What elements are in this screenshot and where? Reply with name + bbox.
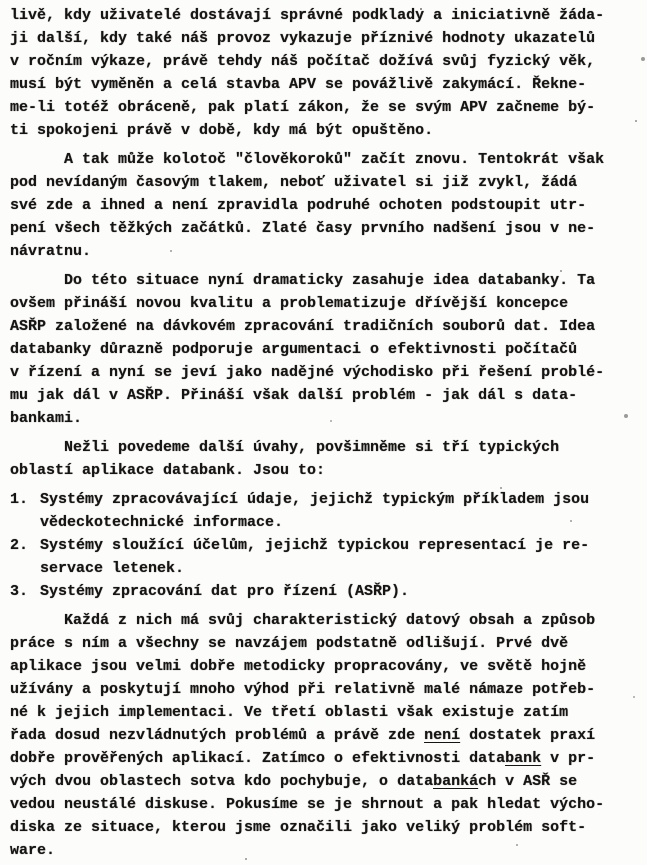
list-marker: 3. bbox=[10, 583, 29, 600]
text-line: Systémy zpracovávající údaje, jejichž typickým příkladem jsou bbox=[40, 491, 590, 508]
text-segment: dobře prověřených aplikací. Zatímco o efektivnosti data bbox=[10, 750, 506, 767]
text-segment: v pr- bbox=[541, 750, 596, 767]
text-line: Do této situace nyní dramaticky zasahuje idea databanky. Ta bbox=[64, 272, 596, 289]
text-line-with-underline bbox=[10, 724, 631, 747]
numbered-list bbox=[10, 488, 631, 603]
list-item-text bbox=[40, 488, 631, 534]
text-segment: ch v ASŘ se bbox=[478, 773, 578, 790]
text-line: servace letenek. bbox=[40, 560, 185, 577]
text-segment: vých dvou oblastech sotva kdo pochybuje, o data bbox=[10, 773, 434, 790]
paragraph-4 bbox=[10, 436, 631, 482]
underlined-word: bank bbox=[505, 750, 542, 767]
text-line: vedou neustálé diskuse. Pokusíme se je shrnout a pak hledat výcho- bbox=[10, 796, 605, 813]
text-line: Každá z nich má svůj charakteristický datový obsah a způsob bbox=[64, 612, 596, 629]
text-line-with-underline bbox=[10, 770, 631, 793]
list-item-text bbox=[40, 580, 631, 603]
text-line: bankami. bbox=[10, 410, 83, 427]
list-marker: 2. bbox=[10, 537, 29, 554]
text-segment: řada dosud nezvládnutých problémů a právě zde bbox=[10, 727, 425, 744]
text-line: livě, kdy uživatelé dostávají správné podklady a iniciativně žáda- bbox=[10, 7, 605, 24]
text-line: né k jejich implementaci. Ve třetí oblasti však existuje zatím bbox=[10, 704, 569, 721]
text-line: me-li totéž obráceně, pak platí zákon, že se svým APV začneme bý- bbox=[10, 99, 596, 116]
paragraph-5 bbox=[10, 609, 631, 862]
text-line: diska ze situace, kterou jsme označili jako veliký problém soft- bbox=[10, 819, 587, 836]
document-text bbox=[10, 4, 631, 862]
text-line: ASŘP založené na dávkovém zpracování tradičních souborů dat. Idea bbox=[10, 318, 596, 335]
text-line: ji další, kdy také náš provoz vykazuje příznivé hodnoty ukazatelů bbox=[10, 30, 596, 47]
text-line: musí být vyměněn a celá stavba APV se povážlivě zakymácí. Řekne- bbox=[10, 76, 587, 93]
text-line: práce s ním a všechny se navzájem podstatně odlišují. Prvé dvě bbox=[10, 635, 569, 652]
text-line: ware. bbox=[10, 842, 56, 859]
text-line: v řízení a nyní se jeví jako nadějné východisko při řešení problé- bbox=[10, 364, 605, 381]
text-line: mu jak dál v ASŘP. Přináší však další problém - jak dál s data- bbox=[10, 387, 578, 404]
paragraph-1 bbox=[10, 4, 631, 142]
list-item bbox=[10, 488, 631, 534]
text-segment: dostatek praxí bbox=[460, 727, 596, 744]
list-marker: 1. bbox=[10, 491, 29, 508]
list-item-text bbox=[40, 534, 631, 580]
paragraph-3 bbox=[10, 269, 631, 430]
paragraph-2 bbox=[10, 148, 631, 263]
text-line: své zde a ihned a není zpravidla podruhé ochoten podstoupit utr- bbox=[10, 197, 587, 214]
text-line: Systémy zpracování dat pro řízení (ASŘP). bbox=[40, 583, 410, 600]
text-line: pení všech těžkých začátků. Zlaté časy prvního nadšení jsou v ne- bbox=[10, 220, 596, 237]
text-line: v ročním výkaze, právě tehdy náš počítač dožívá svůj fyzický věk, bbox=[10, 53, 596, 70]
list-item bbox=[10, 580, 631, 603]
list-item bbox=[10, 534, 631, 580]
text-line: ovšem přináší novou kvalitu a problematizuje dřívější koncepce bbox=[10, 295, 569, 312]
text-line: aplikace jsou velmi dobře metodicky propracovány, ve světě hojně bbox=[10, 658, 587, 675]
text-line: ti spokojeni právě v době, kdy má být opuštěno. bbox=[10, 122, 434, 139]
text-line: užívány a poskytují mnoho výhod při relativně malé námaze potřeb- bbox=[10, 681, 596, 698]
underlined-word: není bbox=[424, 727, 461, 744]
text-line: vědeckotechnické informace. bbox=[40, 514, 284, 531]
text-line: návratnu. bbox=[10, 243, 92, 260]
text-line: pod nevídaným časovým tlakem, neboť uživatel si již zvykl, žádá bbox=[10, 174, 578, 191]
text-line: Nežli povedeme další úvahy, povšimněme si tří typických bbox=[64, 439, 560, 456]
text-line: Systémy sloužící účelům, jejichž typickou representací je re- bbox=[40, 537, 590, 554]
text-line-with-underline bbox=[10, 747, 631, 770]
text-line: oblastí aplikace databank. Jsou to: bbox=[10, 462, 326, 479]
text-line: A tak může kolotoč "člověkoroků" začít znovu. Tentokrát však bbox=[64, 151, 605, 168]
text-line: databanky důrazně podporuje argumentaci o efektivnosti počítačů bbox=[10, 341, 578, 358]
underlined-word: banká bbox=[433, 773, 479, 790]
